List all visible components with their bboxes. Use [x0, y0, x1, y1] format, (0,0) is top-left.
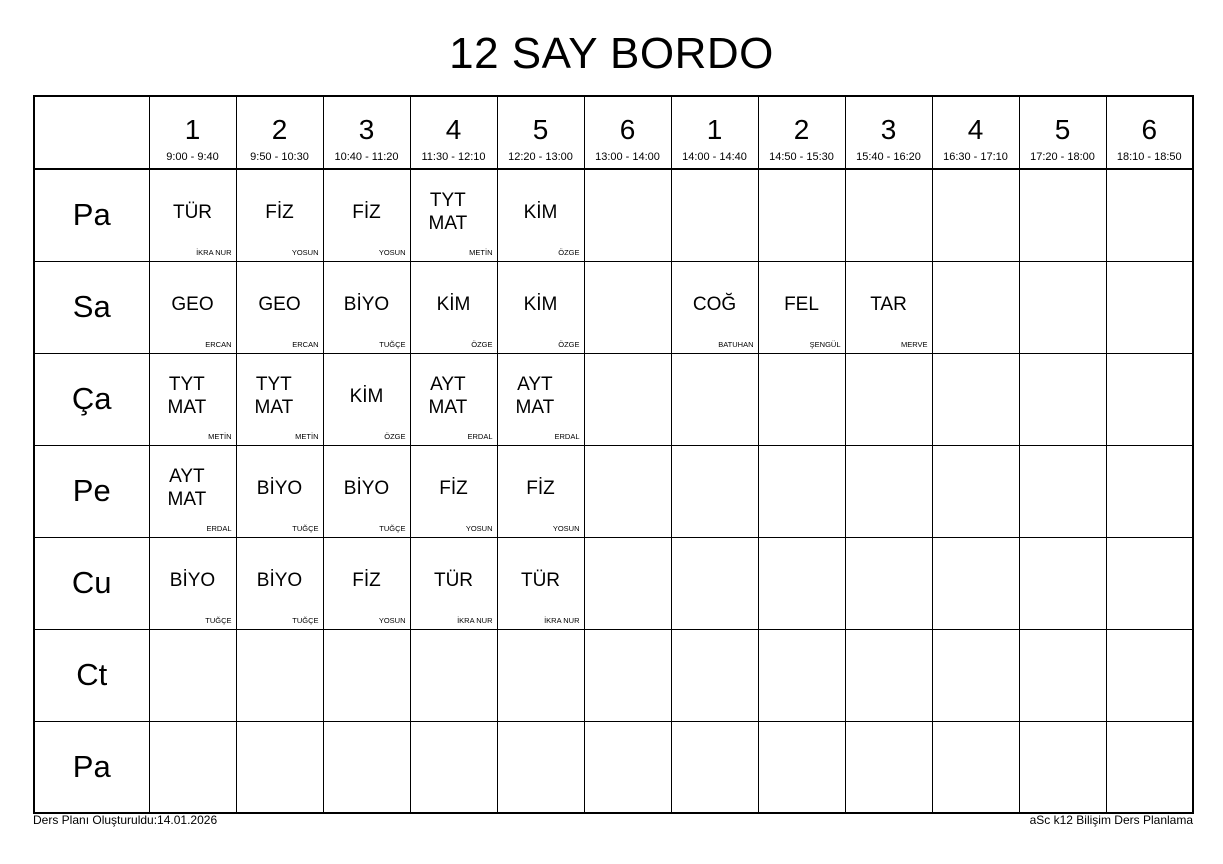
lesson-cell	[410, 537, 497, 629]
period-time: 16:30 - 17:10	[943, 151, 1008, 163]
period-header	[149, 96, 236, 169]
period-time: 10:40 - 11:20	[334, 151, 399, 163]
empty-cell	[236, 629, 323, 721]
lesson-teacher: ÖZGE	[558, 339, 580, 349]
empty-cell	[932, 537, 1019, 629]
empty-cell	[584, 261, 671, 353]
period-number: 4	[967, 114, 984, 145]
lesson-teacher: İKRA NUR	[196, 247, 232, 257]
lesson-teacher: ERDAL	[206, 523, 232, 533]
empty-cell	[1106, 353, 1193, 445]
timetable	[33, 95, 1194, 814]
empty-cell	[1106, 537, 1193, 629]
software-credit: aSc k12 Bilişim Ders Planlama	[1029, 813, 1193, 827]
corner-cell	[34, 96, 149, 169]
day-label-cell	[34, 721, 149, 813]
lesson-subject: TYT MAT	[167, 374, 207, 418]
lesson-cell	[410, 261, 497, 353]
lesson-subject: BİYO	[256, 477, 303, 499]
lesson-teacher: İKRA NUR	[544, 615, 580, 625]
period-header-row	[34, 96, 1193, 169]
empty-cell	[671, 721, 758, 813]
period-time: 17:20 - 18:00	[1030, 151, 1095, 163]
period-time: 14:00 - 14:40	[682, 151, 747, 163]
period-header	[932, 96, 1019, 169]
lesson-cell	[410, 353, 497, 445]
empty-cell	[1106, 261, 1193, 353]
empty-cell	[671, 445, 758, 537]
empty-cell	[932, 261, 1019, 353]
lesson-teacher: İKRA NUR	[457, 615, 493, 625]
lesson-cell	[497, 445, 584, 537]
day-label-cell	[34, 629, 149, 721]
lesson-teacher: MERVE	[900, 339, 928, 349]
lesson-teacher: TUĞÇE	[292, 523, 319, 533]
lesson-teacher: TUĞÇE	[379, 339, 406, 349]
empty-cell	[758, 445, 845, 537]
lesson-cell	[236, 537, 323, 629]
lesson-teacher: ŞENGÜL	[809, 339, 841, 349]
period-time: 9:00 - 9:40	[166, 151, 219, 163]
lesson-subject: BİYO	[343, 477, 390, 499]
empty-cell	[584, 721, 671, 813]
period-time: 12:20 - 13:00	[508, 151, 573, 163]
empty-cell	[932, 445, 1019, 537]
empty-cell	[1019, 353, 1106, 445]
empty-cell	[758, 353, 845, 445]
empty-cell	[845, 445, 932, 537]
lesson-cell	[410, 445, 497, 537]
lesson-subject: AYT MAT	[167, 466, 207, 510]
period-number: 5	[532, 114, 549, 145]
empty-cell	[845, 353, 932, 445]
period-header	[845, 96, 932, 169]
lesson-subject: FEL	[784, 293, 819, 315]
empty-cell	[410, 721, 497, 813]
period-number: 2	[793, 114, 810, 145]
lesson-subject: BİYO	[343, 293, 390, 315]
lesson-teacher: ÖZGE	[471, 339, 493, 349]
lesson-teacher: METİN	[295, 431, 319, 441]
period-header	[236, 96, 323, 169]
empty-cell	[584, 169, 671, 261]
page-title: 12 SAY BORDO	[449, 29, 774, 78]
period-number: 3	[880, 114, 897, 145]
lesson-cell	[671, 261, 758, 353]
lesson-cell	[149, 445, 236, 537]
empty-cell	[323, 629, 410, 721]
day-label: Pa	[72, 748, 111, 784]
period-time: 9:50 - 10:30	[250, 151, 309, 163]
day-row	[34, 169, 1193, 261]
period-header	[1106, 96, 1193, 169]
lesson-cell	[149, 353, 236, 445]
lesson-subject: TÜR	[172, 201, 213, 223]
lesson-subject: TÜR	[433, 569, 474, 591]
empty-cell	[932, 629, 1019, 721]
empty-cell	[149, 721, 236, 813]
period-header	[584, 96, 671, 169]
lesson-cell	[236, 353, 323, 445]
lesson-teacher: YOSUN	[465, 523, 493, 533]
period-number: 6	[1141, 114, 1158, 145]
day-row	[34, 445, 1193, 537]
lesson-cell	[497, 537, 584, 629]
empty-cell	[410, 629, 497, 721]
empty-cell	[758, 537, 845, 629]
day-row	[34, 537, 1193, 629]
day-row	[34, 629, 1193, 721]
period-time: 11:30 - 12:10	[421, 151, 486, 163]
lesson-subject: COĞ	[692, 293, 737, 315]
period-number: 1	[706, 114, 723, 145]
lesson-cell	[323, 169, 410, 261]
lesson-subject: KİM	[523, 201, 558, 223]
empty-cell	[671, 353, 758, 445]
lesson-teacher: METİN	[469, 247, 493, 257]
lesson-subject: TAR	[870, 293, 907, 315]
lesson-teacher: BATUHAN	[718, 339, 754, 349]
period-header	[497, 96, 584, 169]
period-header	[1019, 96, 1106, 169]
empty-cell	[932, 353, 1019, 445]
empty-cell	[671, 629, 758, 721]
lesson-cell	[497, 261, 584, 353]
lesson-teacher: YOSUN	[291, 247, 319, 257]
lesson-subject: TYT MAT	[428, 190, 468, 235]
lesson-teacher: ERCAN	[292, 339, 319, 349]
empty-cell	[758, 721, 845, 813]
empty-cell	[584, 537, 671, 629]
period-number: 4	[445, 114, 462, 145]
lesson-cell	[236, 445, 323, 537]
empty-cell	[1019, 721, 1106, 813]
created-date-note: Ders Planı Oluşturuldu:14.01.2026	[33, 813, 218, 827]
period-number: 1	[184, 114, 201, 145]
lesson-cell	[758, 261, 845, 353]
day-label-cell	[34, 445, 149, 537]
day-label: Pe	[72, 473, 111, 508]
lesson-subject: TYT MAT	[254, 374, 294, 418]
day-label-cell	[34, 169, 149, 261]
empty-cell	[1019, 537, 1106, 629]
lesson-cell	[323, 353, 410, 445]
empty-cell	[497, 629, 584, 721]
period-time: 15:40 - 16:20	[856, 151, 921, 163]
lesson-subject: KİM	[436, 293, 471, 315]
period-header	[671, 96, 758, 169]
lesson-subject: TÜR	[520, 569, 561, 591]
empty-cell	[497, 721, 584, 813]
lesson-teacher: ÖZGE	[558, 247, 580, 257]
lesson-teacher: ERDAL	[467, 431, 493, 441]
lesson-subject: FİZ	[439, 477, 468, 499]
empty-cell	[149, 629, 236, 721]
empty-cell	[584, 445, 671, 537]
day-label-cell	[34, 261, 149, 353]
lesson-cell	[323, 537, 410, 629]
lesson-teacher: ERDAL	[554, 431, 580, 441]
day-row	[34, 261, 1193, 353]
empty-cell	[845, 169, 932, 261]
period-number: 3	[358, 114, 375, 145]
lesson-teacher: YOSUN	[378, 615, 406, 625]
empty-cell	[1019, 629, 1106, 721]
empty-cell	[1106, 721, 1193, 813]
lesson-subject: FİZ	[352, 201, 381, 223]
lesson-teacher: METİN	[208, 431, 232, 441]
empty-cell	[236, 721, 323, 813]
lesson-cell	[497, 353, 584, 445]
lesson-cell	[497, 169, 584, 261]
empty-cell	[932, 169, 1019, 261]
empty-cell	[1106, 445, 1193, 537]
empty-cell	[758, 169, 845, 261]
empty-cell	[1019, 261, 1106, 353]
period-header	[323, 96, 410, 169]
lesson-teacher: TUĞÇE	[292, 615, 319, 625]
lesson-subject: GEO	[171, 293, 214, 315]
day-label: Ct	[76, 657, 108, 692]
lesson-cell	[236, 169, 323, 261]
lesson-cell	[149, 169, 236, 261]
empty-cell	[758, 629, 845, 721]
day-label: Cu	[71, 565, 112, 600]
empty-cell	[845, 629, 932, 721]
day-label-cell	[34, 537, 149, 629]
lesson-subject: AYT MAT	[428, 374, 468, 418]
empty-cell	[1019, 169, 1106, 261]
day-row	[34, 353, 1193, 445]
empty-cell	[932, 721, 1019, 813]
lesson-subject: BİYO	[256, 569, 303, 591]
lesson-subject: FİZ	[265, 201, 294, 223]
day-label: Pa	[72, 197, 111, 233]
empty-cell	[845, 721, 932, 813]
empty-cell	[1019, 445, 1106, 537]
empty-cell	[845, 537, 932, 629]
lesson-cell	[845, 261, 932, 353]
empty-cell	[1106, 629, 1193, 721]
lesson-subject: KİM	[523, 293, 558, 315]
period-time: 18:10 - 18:50	[1116, 151, 1182, 163]
lesson-cell	[149, 537, 236, 629]
lesson-subject: AYT MAT	[515, 374, 555, 418]
lesson-teacher: YOSUN	[378, 247, 406, 257]
empty-cell	[584, 629, 671, 721]
period-time: 14:50 - 15:30	[769, 151, 834, 163]
lesson-teacher: TUĞÇE	[379, 523, 406, 533]
lesson-teacher: YOSUN	[552, 523, 580, 533]
lesson-cell	[236, 261, 323, 353]
lesson-cell	[323, 445, 410, 537]
empty-cell	[671, 537, 758, 629]
period-time: 13:00 - 14:00	[595, 151, 660, 163]
lesson-cell	[410, 169, 497, 261]
empty-cell	[1106, 169, 1193, 261]
lesson-subject: GEO	[258, 293, 301, 315]
empty-cell	[323, 721, 410, 813]
day-row	[34, 721, 1193, 813]
lesson-cell	[323, 261, 410, 353]
period-number: 5	[1054, 114, 1071, 145]
lesson-cell	[149, 261, 236, 353]
lesson-teacher: ERCAN	[205, 339, 232, 349]
lesson-teacher: ÖZGE	[384, 431, 406, 441]
period-number: 6	[619, 114, 636, 145]
empty-cell	[584, 353, 671, 445]
lesson-teacher: TUĞÇE	[205, 615, 232, 625]
period-number: 2	[271, 114, 288, 145]
day-label: Sa	[72, 289, 111, 324]
empty-cell	[671, 169, 758, 261]
period-header	[410, 96, 497, 169]
day-label-cell	[34, 353, 149, 445]
lesson-subject: FİZ	[526, 477, 555, 499]
period-header	[758, 96, 845, 169]
lesson-subject: BİYO	[169, 569, 216, 591]
lesson-subject: FİZ	[352, 569, 381, 591]
lesson-subject: KİM	[349, 385, 384, 407]
day-label: Ça	[71, 381, 112, 416]
